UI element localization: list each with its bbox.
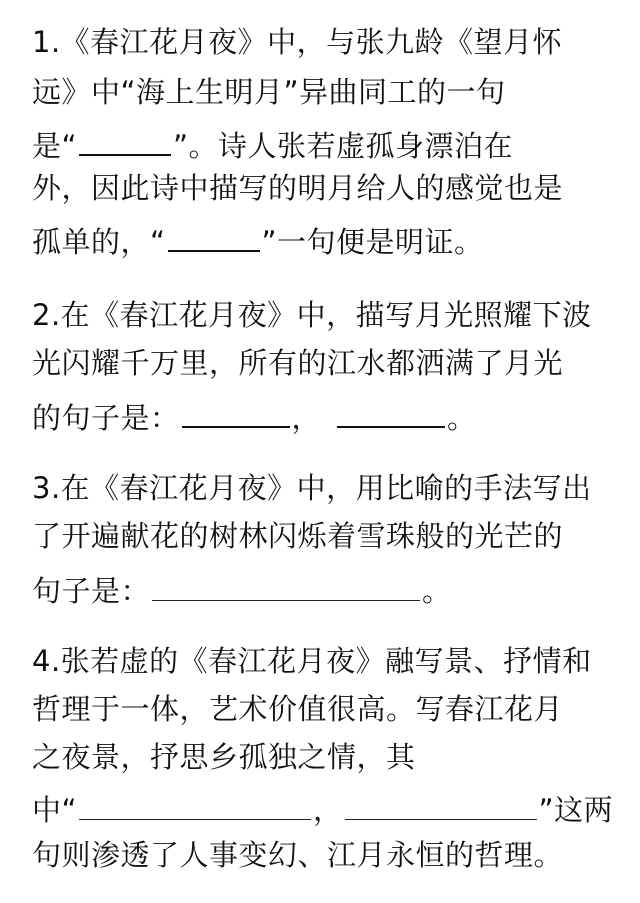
q4-line-1: 4.张若虚的《春江花月夜》融写景、抒情和 [32,644,592,678]
q3-line-1: 3.在《春江花月夜》中，用比喻的手法写出 [32,471,592,505]
q3-line-3-pre: 句子是： [32,574,151,608]
q1-line-3-pre: 是“ [32,129,78,163]
q3-line-3-post: 。 [422,574,452,608]
q1-line-4: 外，因此诗中描写的明月给人的感觉也是 [32,171,564,205]
q1-line-3-post: ”。诗人张若虚孤身漂泊在 [173,129,514,163]
q3-blank-1[interactable] [152,566,420,601]
q4-line-4-pre: 中“ [32,793,78,827]
q4-line-5: 句则渗透了人事变幻、江月永恒的哲理。 [32,838,564,872]
q3-line-3 [32,566,452,611]
q4-blank-1[interactable] [79,785,311,820]
q2-line-3-post: 。 [447,401,477,435]
q1-line-2: 远》中“海上生明月”异曲同工的一句 [32,75,506,109]
q2-line-1: 2.在《春江花月夜》中，描写月光照耀下波 [32,298,592,332]
q4-blank-2[interactable] [345,785,537,820]
q1-line-5 [32,216,484,262]
q2-line-3-mid: ， [291,401,322,435]
q1-blank-2[interactable] [168,216,260,252]
q4-line-2: 哲理于一体，艺术价值很高。写春江花月 [32,692,564,726]
q4-line-4-post: ”这两 [538,793,614,827]
q2-blank-2[interactable] [337,392,445,428]
q2-line-2: 光闪耀千万里，所有的江水都洒满了月光 [32,346,564,380]
q4-line-4-mid: ， [313,793,343,827]
q3-line-2: 了开遍献花的树林闪烁着雪珠般的光芒的 [32,519,564,553]
q1-blank-1[interactable] [79,120,171,156]
q2-blank-1[interactable] [182,392,290,428]
q4-line-4 [32,785,613,830]
q4-line-3: 之夜景，抒思乡孤独之情，其 [32,740,416,774]
q2-line-3-pre: 的句子是： [32,401,180,435]
q1-line-5-pre: 孤单的，“ [32,225,166,259]
q1-line-1: 1.《春江花月夜》中，与张九龄《望月怀 [32,25,563,59]
q1-line-3 [32,120,513,166]
q2-line-3 [32,392,477,438]
q1-line-5-post: ”一句便是明证。 [261,225,484,259]
